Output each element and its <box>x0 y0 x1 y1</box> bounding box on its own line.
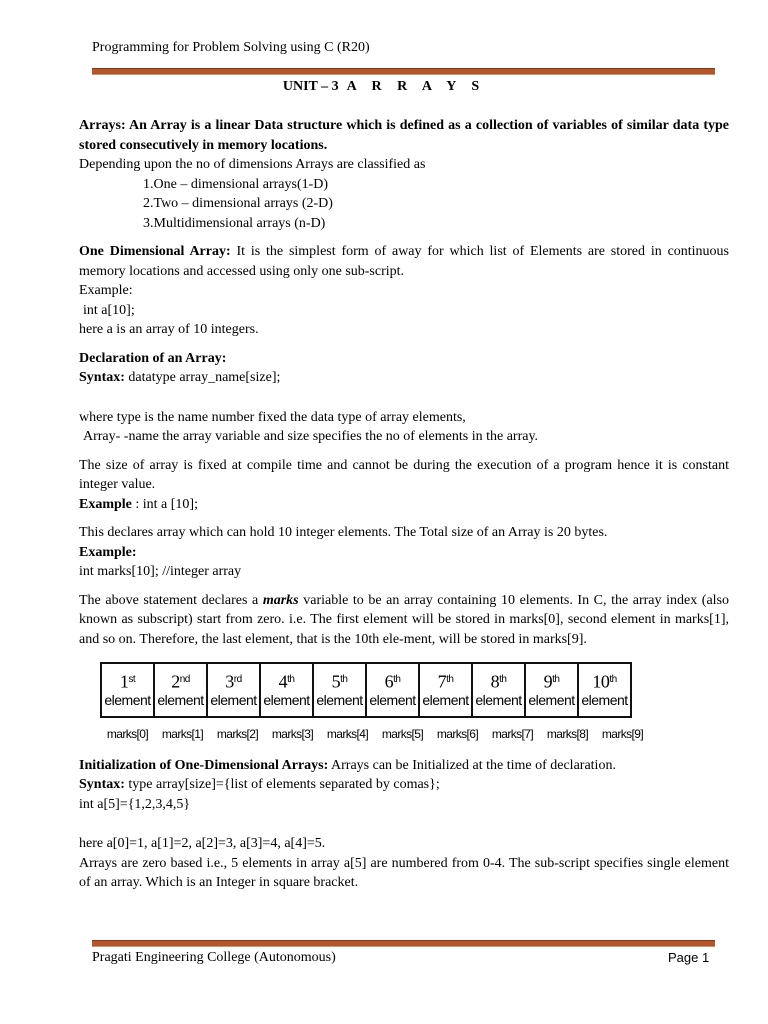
init-syntax-line <box>79 775 729 795</box>
array-cell <box>419 663 472 717</box>
example-code: int a[10]; <box>83 302 135 318</box>
index-label: marks[1] <box>161 727 204 741</box>
marks-text-pre: The above statement declares a <box>79 592 259 608</box>
init-heading: Initialization of One-Dimensional Arrays: <box>79 757 329 773</box>
declares-paragraph: This declares array which can hold 10 integer elements. The Total size of an Array is 20 bytes. <box>79 525 608 540</box>
array-definition: Arrays: An Array is a linear Data structure which is defined as a collection of variables of similar data type stored consecutively in memory locations. <box>79 118 729 153</box>
page-body <box>79 116 729 893</box>
cell-ordinal-suffix: th <box>609 673 617 685</box>
cell-word: element <box>528 692 575 709</box>
unit-topic: A R R A Y S <box>346 79 486 94</box>
array-cell <box>472 663 525 717</box>
cell-word: element <box>475 692 522 709</box>
array-cell <box>154 663 207 717</box>
marks-paragraph <box>79 591 729 650</box>
cell-ordinal-suffix: th <box>393 673 401 685</box>
array-cell <box>207 663 260 717</box>
array-index-labels <box>100 725 729 745</box>
index-label: marks[4] <box>326 727 369 741</box>
cell-word: element <box>369 692 416 709</box>
cell-ordinal-suffix: th <box>552 673 560 685</box>
cell-word: element <box>581 692 628 709</box>
init-paragraph <box>79 756 729 776</box>
one-dim-heading: One Dimensional Array: <box>79 244 231 259</box>
init-code: int a[5]={1,2,3,4,5} <box>79 796 191 812</box>
cell-ordinal: 5 <box>331 671 341 692</box>
type-item: 1.One – dimensional arrays(1-D) <box>143 176 329 192</box>
cell-ordinal: 4 <box>278 671 288 692</box>
syntax-line <box>79 368 729 388</box>
index-label: marks[7] <box>491 727 534 741</box>
footer-college: Pragati Engineering College (Autonomous) <box>92 950 336 965</box>
array-cell <box>525 663 578 717</box>
one-dim-paragraph <box>79 242 729 281</box>
cell-ordinal: 8 <box>490 671 500 692</box>
index-label: marks[2] <box>216 727 259 741</box>
page-number: Page 1 <box>668 950 710 965</box>
cell-ordinal-suffix: th <box>446 673 454 685</box>
example-code-2: : int a [10]; <box>135 496 198 512</box>
init-text: Arrays can be Initialized at the time of declaration. <box>331 757 616 773</box>
footer-rule <box>92 940 715 947</box>
cell-word: element <box>422 692 469 709</box>
cell-ordinal-suffix: th <box>499 673 507 685</box>
cell-ordinal: 2 <box>171 671 180 692</box>
where-line-1: where type is the name number fixed the data type of array elements, <box>79 409 466 425</box>
cell-ordinal: 1 <box>119 671 129 692</box>
array-cell <box>578 663 631 717</box>
type-item: 3.Multidimensional arrays (n-D) <box>143 215 326 231</box>
cell-ordinal-suffix: rd <box>233 673 242 685</box>
header-rule <box>92 68 715 75</box>
unit-label: UNIT – 3 <box>282 79 339 94</box>
array-cell <box>313 663 366 717</box>
cell-ordinal: 6 <box>384 671 394 692</box>
cell-ordinal: 7 <box>437 671 447 692</box>
cell-word: element <box>104 692 151 709</box>
array-cell <box>260 663 313 717</box>
cell-ordinal: 10 <box>592 671 610 692</box>
init-syntax-label: Syntax: <box>79 777 125 792</box>
array-figure <box>100 662 632 718</box>
cell-word: element <box>210 692 257 709</box>
syntax-text: datatype array_name[size]; <box>128 370 281 385</box>
index-label: marks[0] <box>106 727 149 741</box>
cell-ordinal: 3 <box>225 671 234 692</box>
where-line-2: Array- -name the array variable and size specifies the no of elements in the array. <box>83 429 539 444</box>
marks-text-post: variable to be an array containing 10 elements. In C, the array index (also known as subscript) start from zero. i.e. The first element will be stored in marks[0], second element in marks[1], and so on. Therefore, the last element, that is the 10th ele-ment, will be stored in marks[9]. <box>79 592 730 647</box>
running-header: Programming for Problem Solving using C (R20) <box>92 40 370 55</box>
index-label: marks[8] <box>546 727 589 741</box>
init-syntax-text: type array[size]={list of elements separated by comas}; <box>124 777 440 792</box>
example-line <box>79 495 729 515</box>
unit-title <box>0 79 768 95</box>
example-label-2: Example <box>79 496 132 512</box>
example-code-3: int marks[10]; //integer array <box>79 564 242 579</box>
zero-based-paragraph: Arrays are zero based i.e., 5 elements in array a[5] are numbered from 0-4. The sub-script specifies single element of an array. Which is an Integer in square bracket. <box>79 855 729 890</box>
cell-ordinal-suffix: th <box>287 673 295 685</box>
cell-word: element <box>157 692 204 709</box>
type-item: 2.Two – dimensional arrays (2-D) <box>143 196 333 211</box>
cell-word: element <box>316 692 363 709</box>
cell-ordinal: 9 <box>543 671 553 692</box>
cell-ordinal-suffix: st <box>128 673 136 685</box>
index-label: marks[6] <box>436 727 479 741</box>
cell-word: element <box>263 692 310 709</box>
index-label: marks[3] <box>271 727 314 741</box>
cell-ordinal-suffix: th <box>340 673 348 685</box>
syntax-label: Syntax: <box>79 370 125 385</box>
size-paragraph: The size of array is fixed at compile time and cannot be during the execution of a program hence it is constant integer value. <box>79 457 729 492</box>
array-cell <box>101 663 154 717</box>
marks-emphasis: marks <box>262 592 299 608</box>
index-label: marks[9] <box>601 727 644 741</box>
example-label: Example: <box>79 283 133 298</box>
init-here: here a[0]=1, a[1]=2, a[2]=3, a[3]=4, a[4]=5. <box>79 836 326 851</box>
classification-intro: Depending upon the no of dimensions Arrays are classified as <box>79 157 426 172</box>
example-note: here a is an array of 10 integers. <box>79 322 259 337</box>
index-label: marks[5] <box>381 727 424 741</box>
array-cell <box>366 663 419 717</box>
example-label-3: Example: <box>79 544 137 560</box>
declaration-heading: Declaration of an Array: <box>79 350 227 366</box>
one-dim-text: It is the simplest form of away for which list of Elements are stored in continuous memory locations and accessed using only one sub-script. <box>79 244 730 279</box>
cell-ordinal-suffix: nd <box>179 673 190 685</box>
